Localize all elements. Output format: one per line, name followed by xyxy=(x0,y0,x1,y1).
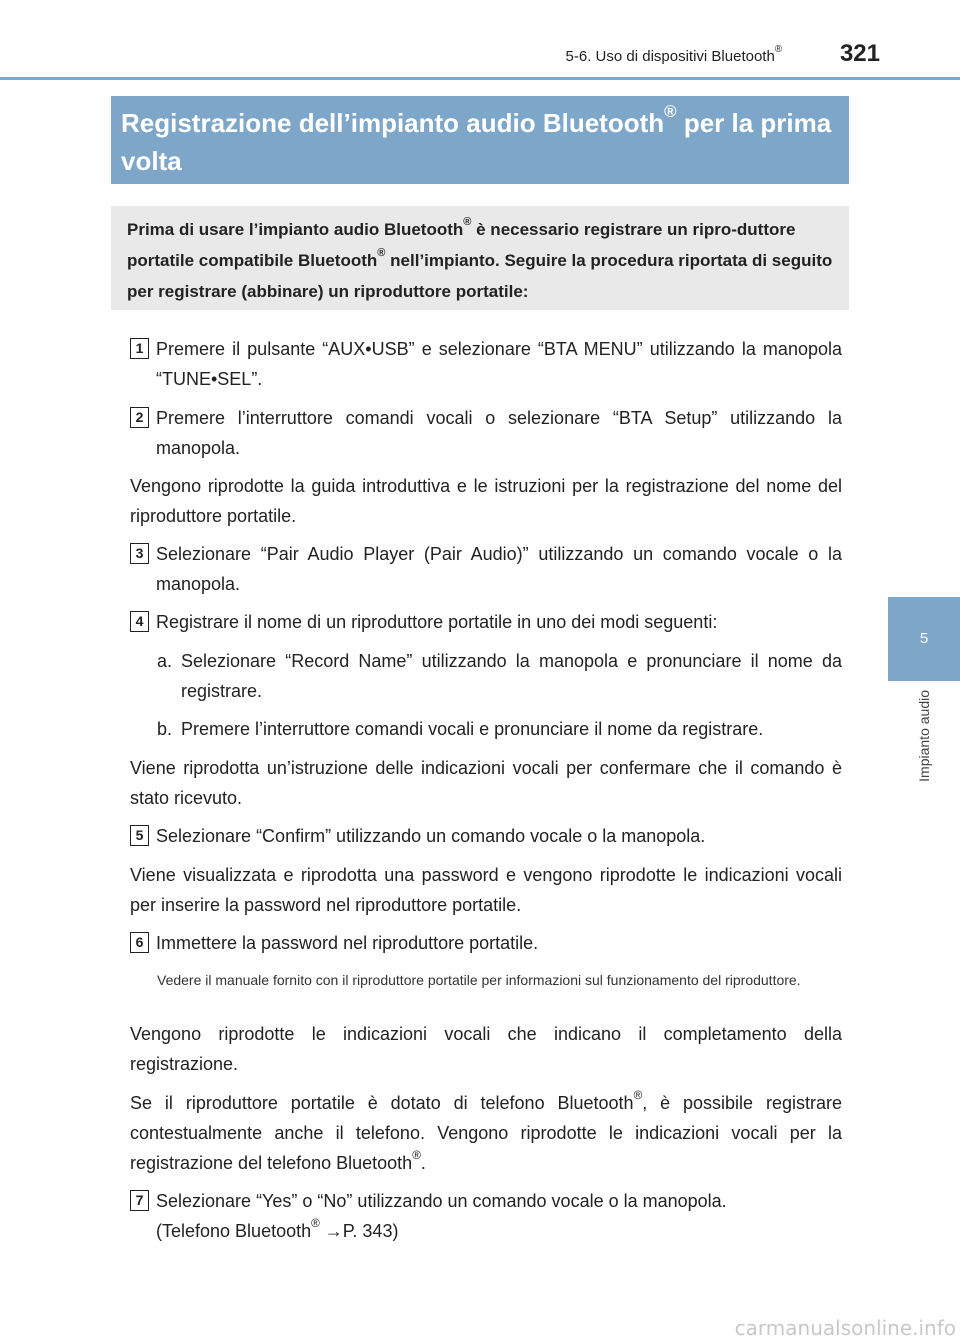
paragraph: Se il riproduttore portatile è dotato di telefono Bluetooth®, è possibile registrare contestualmente anche il telefono. Vengono riprodotte le indicazioni vocali per la registrazione del telefono Bluetooth®. xyxy=(130,1088,842,1173)
step-5: 5 Selezionare “Confirm” utilizzando un comando vocale o la manopola. xyxy=(130,821,842,851)
sub-item-a: a. Selezionare “Record Name” utilizzando la manopola e pronunciare il nome da registrare. xyxy=(157,651,842,701)
step-6: 6 Immettere la password nel riproduttore portatile. xyxy=(130,928,842,958)
step-number: 6 xyxy=(130,932,149,953)
sub-item-b: b. Premere l’interruttore comandi vocali e pronunciare il nome da registrare. xyxy=(157,719,764,739)
intro-box: Prima di usare l’impianto audio Bluetooth® è necessario registrare un ripro-duttore portatile compatibile Bluetooth® nell’impianto. Seguire la procedura riportata di seguito per registrare (abbinare) un riproduttore portatile: xyxy=(111,206,849,310)
note: Vedere il manuale fornito con il riproduttore portatile per informazioni sul funzionamento del riproduttore. xyxy=(157,972,801,988)
paragraph: Viene visualizzata e riprodotta una password e vengono riprodotte le indicazioni vocali per inserire la password nel riproduttore portatile. xyxy=(130,865,842,915)
step-number: 1 xyxy=(130,338,149,359)
section-title: 5-6. Uso di dispositivi Bluetooth® xyxy=(565,44,782,65)
step-number: 3 xyxy=(130,543,149,564)
step-7: 7 Selezionare “Yes” o “No” utilizzando un comando vocale o la manopola. (Telefono Bluetooth® →P. 343) xyxy=(130,1186,842,1246)
step-3: 3 Selezionare “Pair Audio Player (Pair Audio)” utilizzando un comando vocale o la manopola. xyxy=(130,539,842,599)
step-number: 7 xyxy=(130,1190,149,1211)
step-number: 4 xyxy=(130,611,149,632)
paragraph: Vengono riprodotte la guida introduttiva e le istruzioni per la registrazione del nome del riproduttore portatile. xyxy=(130,476,842,526)
header-rule xyxy=(0,77,960,80)
paragraph: Viene riprodotta un’istruzione delle indicazioni vocali per confermare che il comando è stato ricevuto. xyxy=(130,758,842,808)
section-heading: Registrazione dell’impianto audio Bluetooth® per la prima volta xyxy=(111,96,849,184)
step-number: 5 xyxy=(130,825,149,846)
step-number: 2 xyxy=(130,407,149,428)
chapter-tab: 5 xyxy=(888,597,960,681)
step-4: 4 Registrare il nome di un riproduttore portatile in uno dei modi seguenti: xyxy=(130,607,842,637)
page-number: 321 xyxy=(839,40,880,67)
page-header xyxy=(0,0,960,78)
step-1: 1 Premere il pulsante “AUX•USB” e selezionare “BTA MENU” utilizzando la manopola “TUNE•SEL”. xyxy=(130,334,842,394)
watermark: carmanualsonline.info xyxy=(734,1316,956,1340)
step-2: 2 Premere l’interruttore comandi vocali o selezionare “BTA Setup” utilizzando la manopola. xyxy=(130,403,842,463)
paragraph: Vengono riprodotte le indicazioni vocali che indicano il completamento della registrazione. xyxy=(130,1024,842,1074)
chapter-label: Impianto audio xyxy=(916,690,932,782)
